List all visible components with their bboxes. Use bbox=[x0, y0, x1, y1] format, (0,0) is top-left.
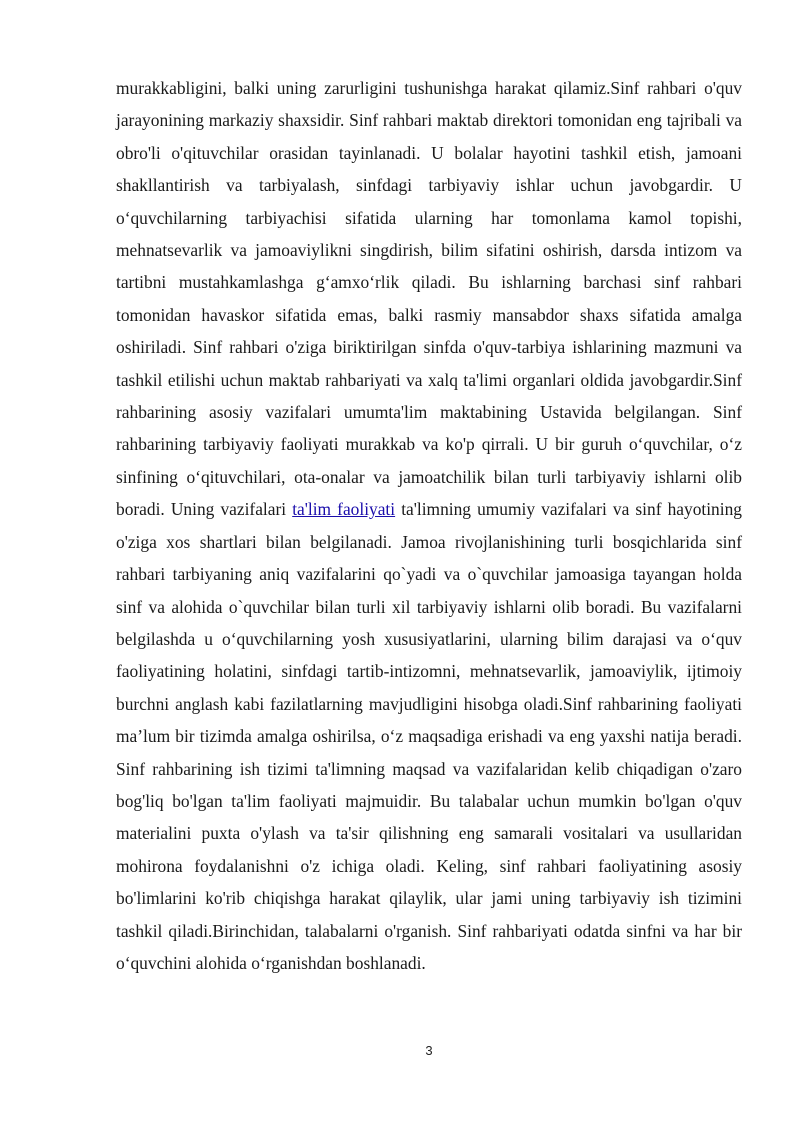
page-number: 3 bbox=[425, 1043, 433, 1058]
paragraph-text-before-link: murakkabligini, balki uning zarurligini tushunishga harakat qilamiz.Sinf rahbari o'quv jarayonining markaziy shaxsidir. Sinf rahbari maktab direktori tomonidan eng tajribali va obro'li o'qituvchilar orasidan tayinlanadi. U bolalar hayotini tashkil etish, jamoani shakllantirish va tarbiyalash, sinfdagi tarbiyaviy ishlar uchun javobgardir. U o‘quvchilarning tarbiyachisi sifatida ularning har tomonlama kamol topishi, mehnatsevarlik va jamoaviylikni singdirish, bilim sifatini oshirish, darsda intizom va tartibni mustahkamlashga g‘amxo‘rlik qiladi. Bu ishlarning barchasi sinf rahbari tomonidan havaskor sifatida emas, balki rasmiy mansabdor shaxs sifatida amalga oshiriladi. Sinf rahbari o'ziga biriktirilgan sinfda o'quv-tarbiya ishlarining mazmuni va tashkil etilishi uchun maktab rahbariyati va xalq ta'limi organlari oldida javobgardir.Sinf rahbarining asosiy vazifalari umumta'lim maktabining Ustavida belgilangan. Sinf rahbarining tarbiyaviy faoliyati murakkab va ko'p qirrali. U bir guruh o‘quvchilar, o‘z sinfining o‘qituvchilari, ota-onalar va jamoatchilik bilan turli tarbiyaviy ishlarni olib boradi. Uning vazifalari bbox=[116, 78, 742, 520]
paragraph-text-after-link: ta'limning umumiy vazifalari va sinf hayotining o'ziga xos shartlari bilan belgilanadi. Jamoa rivojlanishining turli bosqichlarida sinf rahbari tarbiyaning aniq vazifalarini qo`yadi va o`quvchilar jamoasiga tayangan holda sinf va alohida o`quvchilar bilan turli xil tarbiyaviy ishlarni olib boradi. Bu vazifalarni belgilashda u o‘quvchilarning yosh xususiyatlarini, ularning bilim darajasi va o‘quv faoliyatining holatini, sinfdagi tartib-intizomni, mehnatsevarlik, jamoaviylik, ijtimoiy burchni anglash kabi fazilatlarning mavjudligini hisobga oladi.Sinf rahbarining faoliyati ma’lum bir tizimda amalga oshirilsa, o‘z maqsadiga erishadi va eng yaxshi natija beradi. Sinf rahbarining ish tizimi ta'limning maqsad va vazifalaridan kelib chiqadigan o'zaro bog'liq bo'lgan ta'lim faoliyati majmuidir. Bu talabalar uchun mumkin bo'lgan o'quv materialini puxta o'ylash va ta'sir qilishning eng samarali vositalari va usullaridan mohirona foydalanishni o'z ichiga oladi. Keling, sinf rahbari faoliyatining asosiy bo'limlarini ko'rib chiqishga harakat qilaylik, ular jami uning tarbiyaviy ish tizimini tashkil qiladi.Birinchidan, talabalarni o'rganish. Sinf rahbariyati odatda sinfni va har bir o‘quvchini alohida o‘rganishdan boshlanadi. bbox=[116, 499, 742, 973]
talim-faoliyati-link[interactable]: ta'lim faoliyati bbox=[292, 499, 396, 520]
body-paragraph bbox=[116, 72, 742, 979]
